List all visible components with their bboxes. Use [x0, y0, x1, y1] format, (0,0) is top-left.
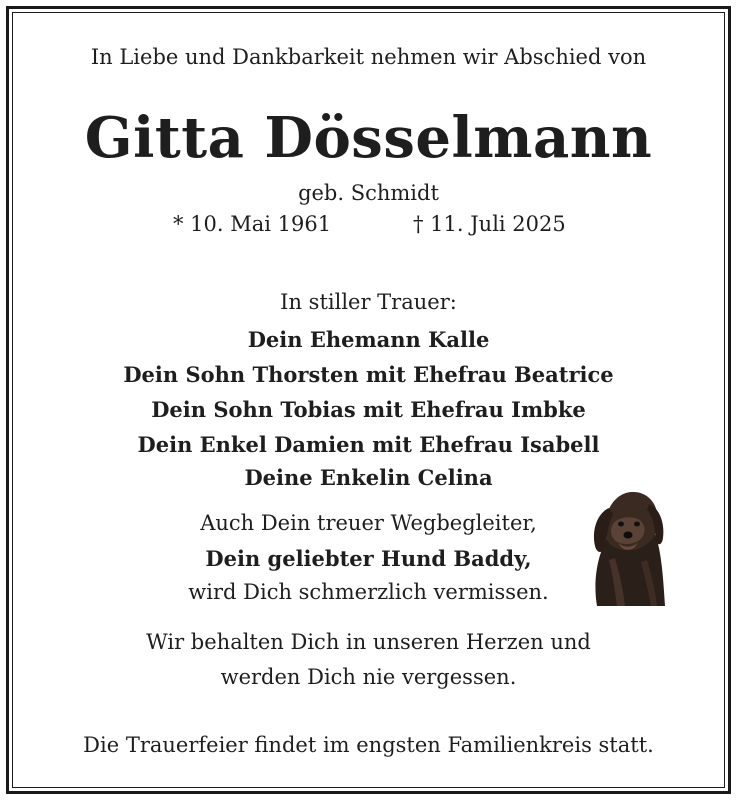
family-member: Dein Sohn Thorsten mit Ehefrau Beatrice	[123, 362, 614, 387]
dog-photo	[579, 488, 669, 606]
deceased-name: Gitta Dösselmann	[84, 105, 653, 171]
family-member: Dein Ehemann Kalle	[247, 327, 490, 352]
death-date: † 11. Juli 2025	[413, 212, 566, 236]
mourning-intro: In stiller Trauer:	[280, 290, 457, 314]
intro-text: In Liebe und Dankbarkeit nehmen wir Abschied von	[90, 45, 647, 69]
closing-line: Wir behalten Dich in unseren Herzen und	[146, 630, 591, 654]
dog-text-line: Auch Dein treuer Wegbegleiter,	[200, 511, 537, 535]
maiden-name: geb. Schmidt	[298, 181, 439, 205]
family-member: Dein Enkel Damien mit Ehefrau Isabell	[137, 432, 600, 457]
dog-text-line: wird Dich schmerzlich vermissen.	[188, 580, 549, 604]
family-member: Deine Enkelin Celina	[244, 465, 493, 490]
birth-date: * 10. Mai 1961	[173, 212, 332, 236]
closing-line: werden Dich nie vergessen.	[220, 665, 517, 689]
family-member: Dein Sohn Tobias mit Ehefrau Imbke	[151, 397, 586, 422]
funeral-note: Die Trauerfeier findet im engsten Familienkreis statt.	[83, 733, 654, 757]
dog-name-line: Dein geliebter Hund Baddy,	[205, 546, 532, 571]
